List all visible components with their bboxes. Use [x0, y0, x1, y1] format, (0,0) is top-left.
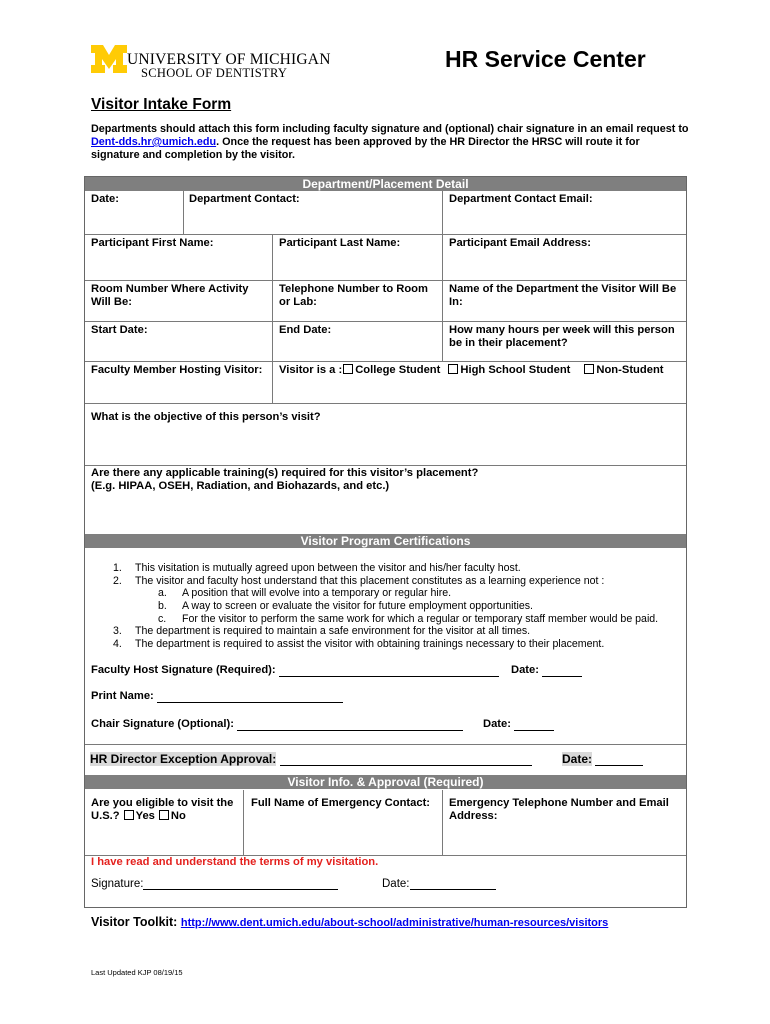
- list-text: The visitor and faculty host understand that this placement constitutes as a learning experience not :: [135, 574, 605, 587]
- print-name-row: [91, 690, 343, 703]
- college-student-label: College Student: [355, 364, 441, 376]
- list-number: 3.: [113, 625, 122, 638]
- no-checkbox[interactable]: [159, 810, 169, 820]
- yes-checkbox[interactable]: [124, 810, 134, 820]
- row-divider: [85, 744, 686, 745]
- faculty-signature-label: Faculty Host Signature (Required):: [91, 664, 276, 676]
- non-student-checkbox[interactable]: [584, 364, 594, 374]
- list-text: For the visitor to perform the same work for which a regular or temporary staff member would be paid.: [182, 612, 659, 625]
- section-header-visitor-info: Visitor Info. & Approval (Required): [85, 775, 686, 789]
- yes-label: Yes: [135, 810, 155, 822]
- eligibility-label: Are you eligible to visit the U.S.?: [91, 797, 234, 822]
- hr-approval-line[interactable]: [280, 753, 532, 766]
- row-divider: [85, 280, 686, 281]
- logo-school-name: SCHOOL OF DENTISTRY: [141, 66, 288, 80]
- list-number: 4.: [113, 638, 122, 651]
- high-school-student-label: High School Student: [460, 364, 571, 376]
- department-contact-email-field[interactable]: Department Contact Email:: [449, 193, 593, 205]
- terms-acknowledgement: I have read and understand the terms of my visitation.: [91, 856, 379, 868]
- michigan-m-logo-icon: [91, 45, 127, 78]
- end-date-field[interactable]: End Date:: [279, 324, 332, 336]
- divider: [272, 235, 273, 403]
- high-school-student-checkbox[interactable]: [448, 364, 458, 374]
- section-header-certifications: Visitor Program Certifications: [85, 534, 686, 548]
- participant-first-name-field[interactable]: Participant First Name:: [91, 237, 214, 249]
- list-item: [109, 575, 658, 588]
- training-question-line2: (E.g. HIPAA, OSEH, Radiation, and Biohazards, and etc.): [91, 480, 390, 492]
- intro-paragraph: [91, 123, 691, 162]
- visitor-date-row: [382, 878, 496, 890]
- date-field-label: Date:: [91, 193, 119, 205]
- visit-objective-field[interactable]: What is the objective of this person’s visit?: [91, 411, 321, 423]
- list-letter: a.: [158, 587, 167, 600]
- hours-per-week-field[interactable]: How many hours per week will this person be in their placement?: [449, 324, 675, 349]
- eligibility-question: [91, 797, 241, 823]
- visitor-signature-row: [91, 878, 338, 890]
- chair-signature-label: Chair Signature (Optional):: [91, 718, 234, 730]
- list-item: [109, 613, 658, 626]
- list-text: A position that will evolve into a temporary or regular hire.: [182, 587, 452, 600]
- visitor-signature-label: Signature:: [91, 878, 144, 890]
- department-contact-field[interactable]: Department Contact:: [189, 193, 300, 205]
- toolkit-link[interactable]: http://www.dent.umich.edu/about-school/administrative/human-resources/visitors: [180, 917, 609, 929]
- start-date-field[interactable]: Start Date:: [91, 324, 148, 336]
- chair-date-line[interactable]: [514, 719, 554, 731]
- list-letter: b.: [158, 600, 167, 613]
- divider: [442, 235, 443, 361]
- list-text: The department is required to maintain a safe environment for the visitor at all times.: [135, 625, 531, 638]
- visitor-signature-line[interactable]: [143, 878, 338, 890]
- row-divider: [85, 465, 686, 466]
- faculty-date-row: [511, 664, 582, 677]
- section-header-department: Department/Placement Detail: [85, 177, 686, 191]
- row-divider: [85, 361, 686, 362]
- training-question[interactable]: [91, 467, 478, 493]
- faculty-date-label: Date:: [511, 664, 539, 676]
- faculty-host-field[interactable]: Faculty Member Hosting Visitor:: [91, 364, 263, 376]
- visitor-type-label: Visitor is a :: [279, 364, 343, 376]
- list-text: This visitation is mutually agreed upon between the visitor and his/her faculty host.: [135, 562, 521, 574]
- list-letter: c.: [158, 612, 167, 625]
- list-item: [109, 638, 658, 651]
- row-divider: [85, 403, 686, 404]
- chair-signature-row: [91, 718, 463, 731]
- participant-last-name-field[interactable]: Participant Last Name:: [279, 237, 401, 249]
- form-title: Visitor Intake Form: [91, 96, 232, 113]
- divider: [442, 790, 443, 855]
- hr-approval-label: HR Director Exception Approval:: [90, 752, 277, 766]
- divider: [243, 790, 244, 855]
- toolkit-label: Visitor Toolkit:: [91, 915, 178, 929]
- room-number-field[interactable]: Room Number Where Activity Will Be:: [91, 283, 249, 308]
- college-student-checkbox[interactable]: [343, 364, 353, 374]
- hr-approval-row: [90, 752, 532, 766]
- list-number: 1.: [113, 562, 122, 574]
- list-item: [109, 562, 658, 575]
- divider: [183, 191, 184, 234]
- visitor-date-line[interactable]: [410, 878, 496, 890]
- no-label: No: [170, 810, 186, 822]
- list-text: A way to screen or evaluate the visitor for future employment opportunities.: [182, 600, 533, 613]
- emergency-contact-name-field[interactable]: Full Name of Emergency Contact:: [251, 797, 431, 809]
- logo-university-name: UNIVERSITY OF MICHIGAN: [127, 51, 331, 68]
- faculty-signature-row: [91, 664, 499, 677]
- visitor-type-group: [279, 364, 664, 377]
- faculty-signature-line[interactable]: [279, 665, 499, 677]
- divider: [442, 191, 443, 234]
- department-name-field[interactable]: Name of the Department the Visitor Will Be In:: [449, 283, 677, 308]
- faculty-date-line[interactable]: [542, 665, 582, 677]
- training-question-line1: Are there any applicable training(s) required for this visitor’s placement?: [91, 467, 479, 479]
- print-name-label: Print Name:: [91, 690, 154, 702]
- intro-text-before: Departments should attach this form including faculty signature and (optional) chair signature in an email request to: [91, 123, 689, 135]
- visitor-date-label: Date:: [382, 878, 410, 890]
- list-text: The department is required to assist the visitor with obtaining trainings necessary to their placement.: [135, 638, 605, 651]
- certifications-list: [109, 562, 658, 651]
- participant-email-field[interactable]: Participant Email Address:: [449, 237, 591, 249]
- chair-signature-line[interactable]: [237, 719, 463, 731]
- emergency-phone-email-field[interactable]: Emergency Telephone Number and Email Address:: [449, 797, 669, 822]
- list-item: [109, 587, 658, 600]
- chair-date-row: [483, 718, 554, 731]
- row-divider: [85, 234, 686, 235]
- list-item: [109, 625, 658, 638]
- telephone-room-field[interactable]: Telephone Number to Room or Lab:: [279, 283, 428, 308]
- row-divider: [85, 321, 686, 322]
- hr-email-link[interactable]: Dent-dds.hr@umich.edu: [91, 136, 217, 148]
- non-student-label: Non-Student: [596, 364, 664, 376]
- hr-service-center-title: HR Service Center: [445, 46, 646, 72]
- hr-date-row: [562, 752, 643, 766]
- intro-text-after: . Once the request has been approved by the HR Director the HRSC will route it for signature and completion by the visitor.: [91, 136, 640, 161]
- list-item: [109, 600, 658, 613]
- hr-date-label: Date:: [562, 752, 593, 766]
- hr-date-line[interactable]: [595, 753, 643, 766]
- chair-date-label: Date:: [483, 718, 511, 730]
- last-updated-footer: Last Updated KJP 08/19/15: [91, 968, 183, 977]
- list-number: 2.: [113, 574, 122, 587]
- print-name-line[interactable]: [157, 691, 343, 703]
- visitor-toolkit: [91, 915, 608, 929]
